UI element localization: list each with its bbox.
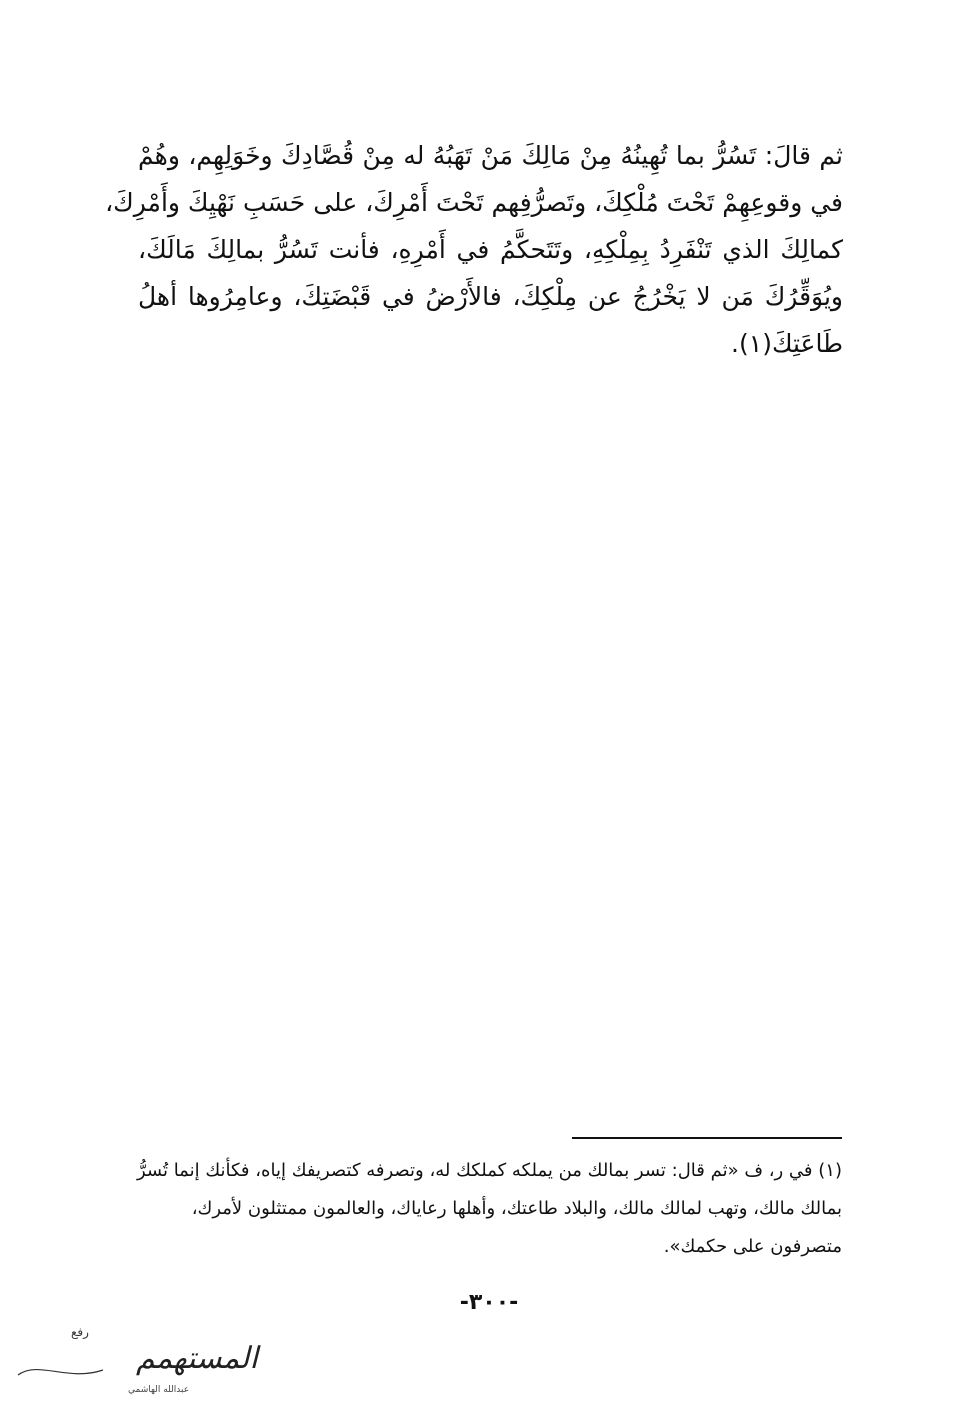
watermark-caption: عبدالله الهاشمي xyxy=(128,1385,190,1395)
watermark-logo xyxy=(8,1320,258,1405)
footnote-line: متصرفون على حكمك». xyxy=(663,1236,842,1257)
footnote-line: بمالك مالك، وتهب لمالك مالك، والبلاد طاعتك، وأهلها رعاياك، والعالمون ممتثلون لأمرك، xyxy=(191,1198,842,1219)
page-number: -٣٠٠- xyxy=(459,1290,519,1315)
main-text-line: طَاعَتِكَ(١). xyxy=(731,329,843,358)
footnote-divider xyxy=(572,1137,842,1139)
watermark-sub-word: رفع xyxy=(71,1325,89,1339)
watermark-calligraphy-icon xyxy=(8,1320,258,1405)
footnote-line: (١) في ر، ف «ثم قال: تسر بمالك من يملكه كملكك له، وتصرفه كتصريفك إياه، فكأنك إنما تُسرُّ xyxy=(136,1160,842,1181)
main-text-line: كمالِكَ الذي تَنْفَرِدُ بِمِلْكِهِ، وتَتَحكَّمُ في أَمْرِهِ، فأنت تَسُرُّ بمالِكَ مَالَكَ، xyxy=(138,235,843,264)
main-text-line: ثم قالَ: تَسُرُّ بما تُهِينُهُ مِنْ مَالِكَ مَنْ تَهَبُهُ له مِنْ قُصَّادِكَ وخَوَلِهِم، وهُمْ xyxy=(138,141,843,170)
footnotes-block xyxy=(136,1152,842,1266)
main-text-line: ويُوَقِّرُكَ مَن لا يَخْرُجُ عن مِلْكِكَ، فالأَرْضُ في قَبْضَتِكَ، وعامِرُوها أهلُ xyxy=(138,282,843,311)
main-text-block xyxy=(105,132,843,367)
watermark-main-word: المستهمم xyxy=(136,1341,258,1376)
main-text-line: في وقوعِهِمْ تَحْتَ مُلْكِكَ، وتَصرُّفِهم تَحْتَ أَمْرِكَ، على حَسَبِ نَهْيِكَ وأَمْرِكَ، xyxy=(105,188,843,217)
